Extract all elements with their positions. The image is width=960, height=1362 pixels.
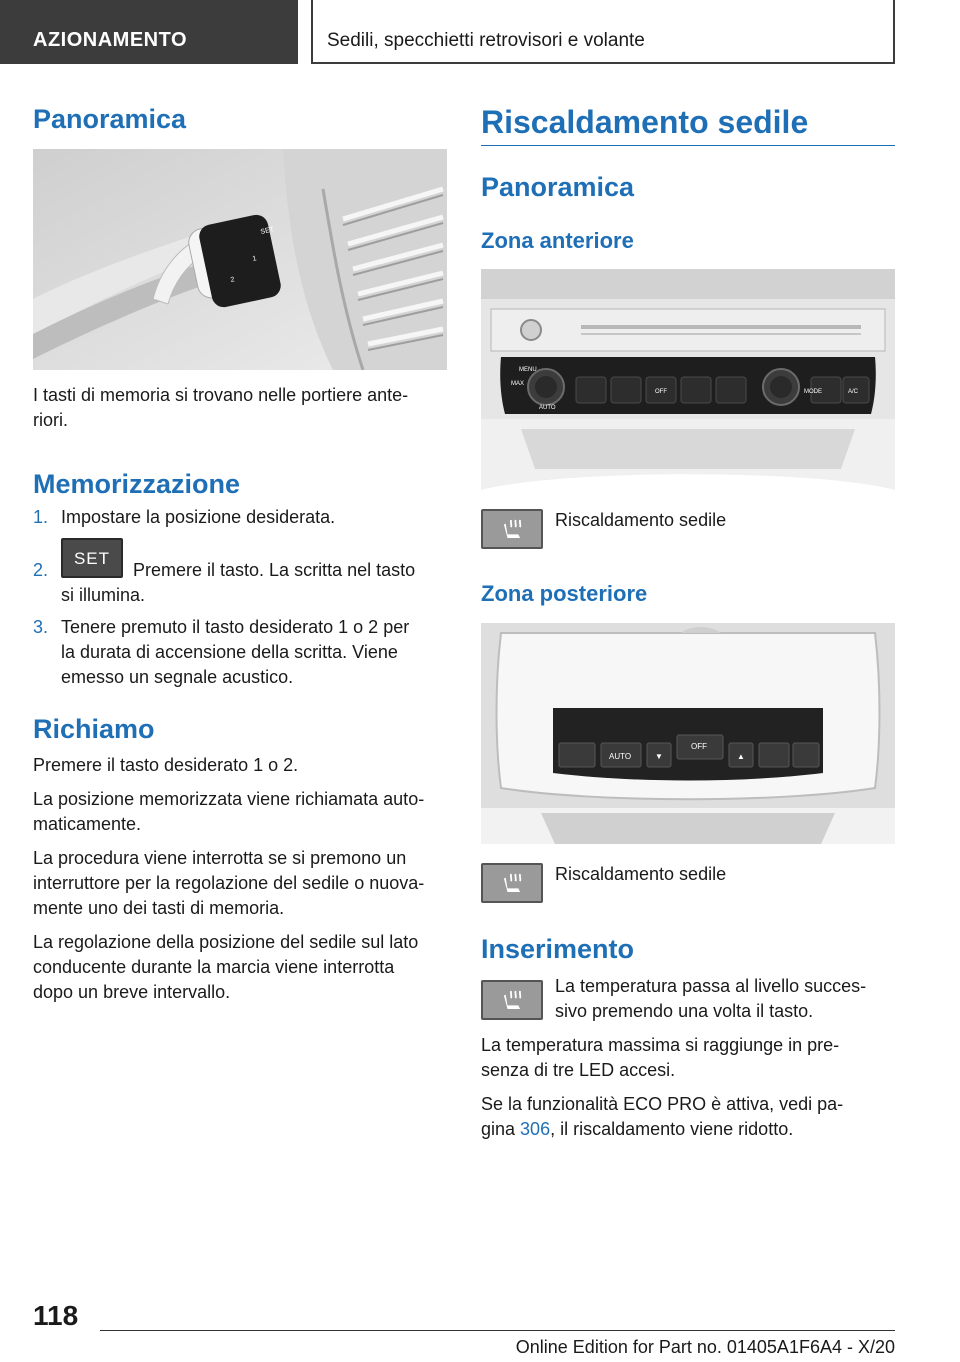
seat-heating-title: Riscaldamento sedile bbox=[481, 104, 809, 140]
step-number: 1. bbox=[33, 507, 49, 527]
door-memory-buttons-photo bbox=[33, 149, 447, 370]
edition-note: Online Edition for Part no. 01405A1F6A4 - X/20 bbox=[515, 1337, 895, 1357]
front-zone-heading: Zona anteriore bbox=[481, 228, 634, 253]
title-rule bbox=[481, 145, 895, 146]
chapter-tab bbox=[311, 0, 895, 64]
step-text: Tenere premuto il tasto desiderato 1 o 2 per bbox=[61, 617, 410, 637]
svg-text:▼: ▼ bbox=[655, 752, 663, 761]
svg-text:MAX: MAX bbox=[511, 381, 525, 387]
step-text: si illumina. bbox=[61, 585, 146, 605]
door-set-label: SET bbox=[259, 226, 275, 236]
section-title: AZIONAMENTO bbox=[33, 29, 188, 51]
svg-text:MENU: MENU bbox=[519, 367, 537, 373]
step-text: Premere il tasto. La scritta nel tasto bbox=[133, 560, 416, 580]
page-link[interactable]: 306 bbox=[520, 1119, 551, 1139]
overview-caption: I tasti di memoria si trovano nelle portiere ante- riori. bbox=[33, 385, 409, 430]
step-text: emesso un segnale acustico. bbox=[61, 667, 294, 687]
svg-text:▲: ▲ bbox=[737, 752, 745, 761]
svg-text:AUTO: AUTO bbox=[609, 752, 632, 761]
step-number: 2. bbox=[33, 560, 49, 580]
chapter-title: Sedili, specchietti retrovisori e volante bbox=[327, 30, 645, 51]
front-seat-heating-label: Riscaldamento sedile bbox=[555, 510, 727, 530]
step-text: Impostare la posizione desiderata. bbox=[61, 507, 336, 527]
recall-text: Premere il tasto desiderato 1 o 2. La posizione memorizzata viene richiamata auto- maticamente. La procedura viene interrotta se si premono un interruttore per la regolazione del sedile o nuova- mente uno dei tasti di memoria. La regolazione della posizione del sedile sul lato conducente durante la marcia viene interrotta dopo un breve intervallo. bbox=[33, 755, 425, 1002]
memorize-steps bbox=[33, 505, 447, 695]
rear-climate-panel-photo bbox=[481, 623, 895, 844]
svg-text:AUTO: AUTO bbox=[539, 405, 556, 411]
step-number: 3. bbox=[33, 617, 49, 637]
svg-text:OFF: OFF bbox=[691, 742, 707, 751]
rear-seat-heating-label: Riscaldamento sedile bbox=[555, 864, 727, 884]
step-text: la durata di accensione della scritta. Viene bbox=[61, 642, 398, 662]
page-number: 118 bbox=[33, 1300, 79, 1331]
front-climate-panel-photo bbox=[481, 269, 895, 490]
svg-text:2: 2 bbox=[229, 276, 236, 284]
seat-heating-icon bbox=[481, 980, 543, 1020]
svg-text:1: 1 bbox=[251, 255, 258, 263]
footer-rule bbox=[100, 1330, 895, 1331]
section-tab bbox=[0, 0, 298, 64]
overview-heading: Panoramica bbox=[33, 104, 187, 134]
activation-text-2: La temperatura massima si raggiunge in pre- senza di tre LED accesi. Se la funzionalità ECO PRO è attiva, vedi pa- gina 306, il riscaldamento viene ridotto. bbox=[481, 1035, 844, 1139]
seat-heating-overview-heading: Panoramica bbox=[481, 172, 635, 202]
seat-heating-icon bbox=[481, 509, 543, 549]
seat-heating-icon bbox=[481, 863, 543, 903]
svg-text:OFF: OFF bbox=[655, 389, 667, 395]
svg-text:A/C: A/C bbox=[848, 389, 859, 395]
svg-text:MODE: MODE bbox=[804, 389, 822, 395]
activation-heading: Inserimento bbox=[481, 934, 635, 964]
activation-text-1: La temperatura passa al livello succes- sivo premendo una volta il tasto. bbox=[555, 976, 867, 1021]
set-button-icon: SET bbox=[61, 538, 123, 578]
rear-zone-heading: Zona posteriore bbox=[481, 581, 648, 606]
memorize-heading: Memorizzazione bbox=[33, 469, 241, 499]
recall-heading: Richiamo bbox=[33, 714, 155, 744]
